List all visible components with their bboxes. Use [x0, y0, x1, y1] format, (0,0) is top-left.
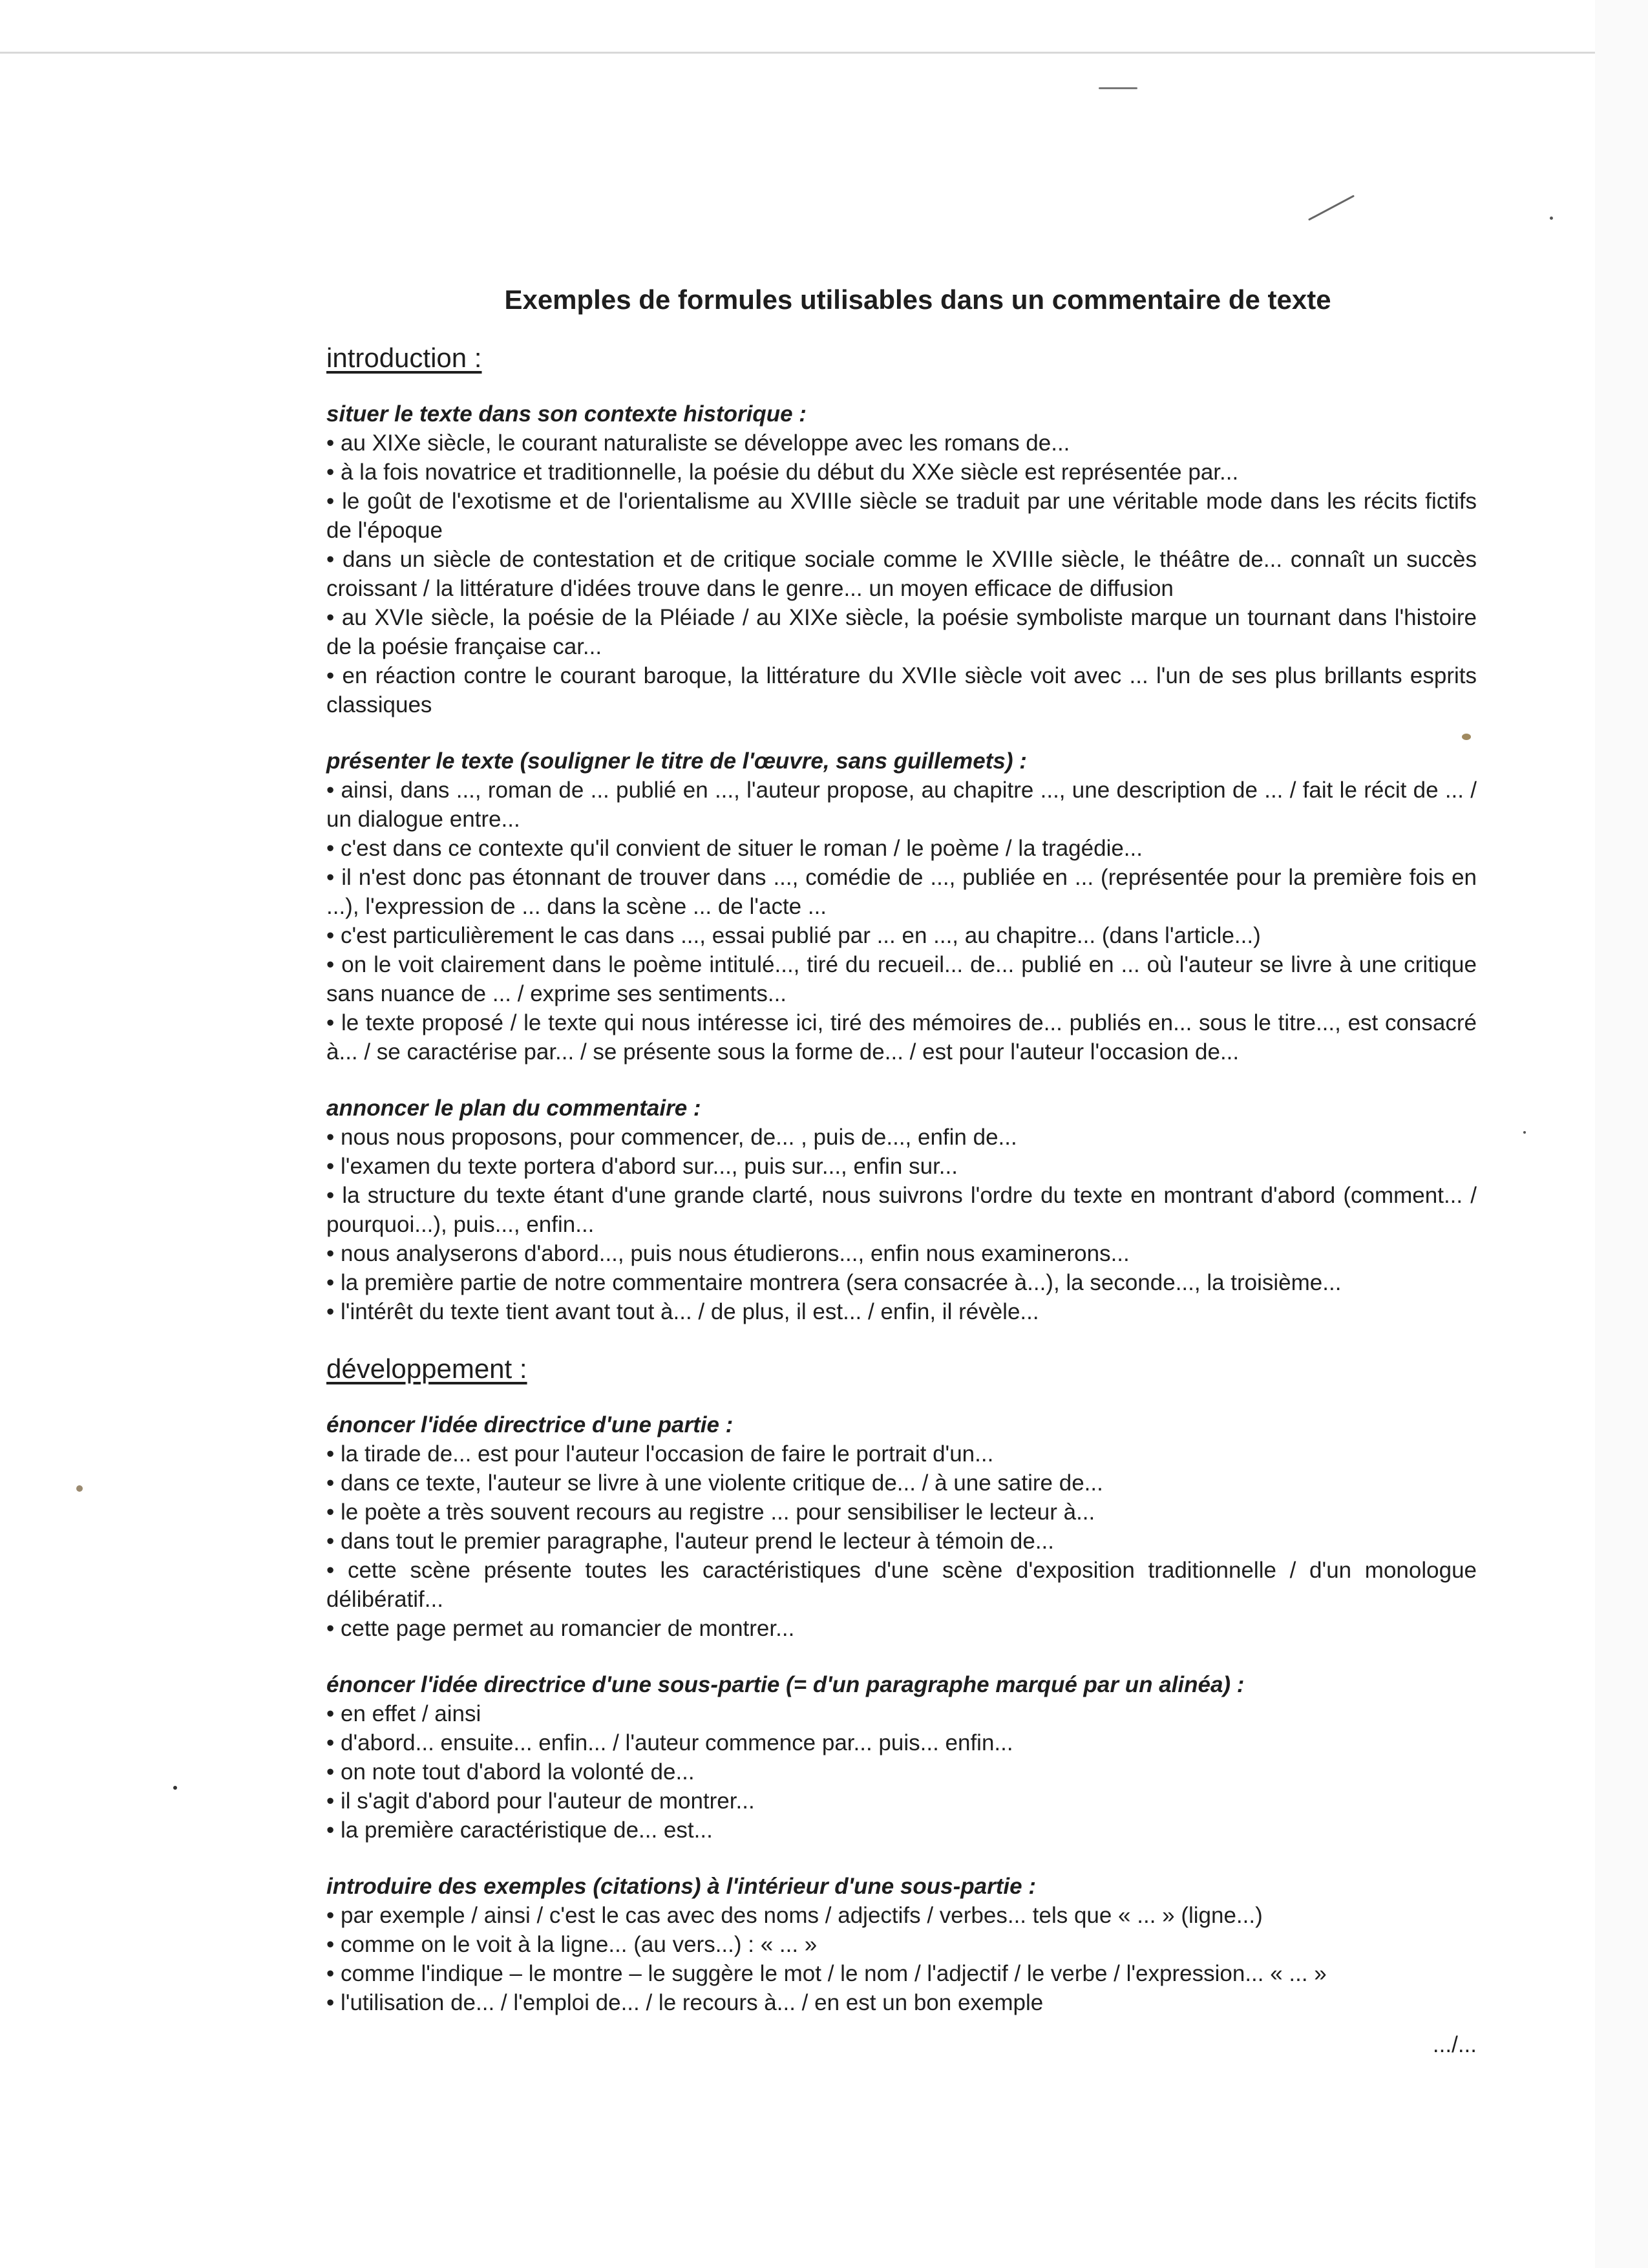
list-item: • nous analyserons d'abord..., puis nous étudierons..., enfin nous examinerons... [326, 1239, 1477, 1268]
list-item: • il s'agit d'abord pour l'auteur de montrer... [326, 1786, 1477, 1816]
subsection-heading: annoncer le plan du commentaire : [326, 1096, 701, 1121]
list-item: • c'est particulièrement le cas dans ..., essai publié par ... en ..., au chapitre... (dans l'article...) [326, 921, 1477, 950]
scan-speck [1099, 87, 1137, 89]
list-item: • la première caractéristique de... est... [326, 1816, 1477, 1845]
scan-speck [173, 1786, 177, 1790]
subsection-heading: énoncer l'idée directrice d'une partie : [326, 1412, 734, 1437]
subsection-heading: présenter le texte (souligner le titre de l'œuvre, sans guillemets) : [326, 748, 1027, 774]
list-item: • comme l'indique – le montre – le suggère le mot / le nom / l'adjectif / le verbe / l'expression... « ... » [326, 1959, 1477, 1988]
list-item: • le poète a très souvent recours au registre ... pour sensibiliser le lecteur à... [326, 1498, 1477, 1527]
subsection-present-text [326, 747, 1477, 1066]
subsection-heading: situer le texte dans son contexte historique : [326, 401, 807, 427]
list-item: • la tirade de... est pour l'auteur l'occasion de faire le portrait d'un... [326, 1439, 1477, 1468]
list-item: • comme on le voit à la ligne... (au vers...) : « ... » [326, 1930, 1477, 1959]
continuation-mark: .../... [1432, 2032, 1477, 2057]
list-item: • on le voit clairement dans le poème intitulé..., tiré du recueil... de... publié en ... où l'auteur se livre à une critique sans nuance de ... / exprime ses sentiments... [326, 950, 1477, 1008]
list-item: • cette scène présente toutes les caractéristiques d'une scène d'exposition traditionnelle / d'un monologue délibératif... [326, 1556, 1477, 1614]
list-item: • cette page permet au romancier de montrer... [326, 1614, 1477, 1643]
scan-speck [1462, 734, 1471, 740]
list-item: • en réaction contre le courant baroque, la littérature du XVIIe siècle voit avec ... l'un de ses plus brillants esprits classiques [326, 661, 1477, 719]
scan-speck [1308, 195, 1355, 220]
subsection-heading: introduire des exemples (citations) à l'intérieur d'une sous-partie : [326, 1874, 1036, 1899]
list-item: • c'est dans ce contexte qu'il convient de situer le roman / le poème / la tragédie... [326, 834, 1477, 863]
section-heading: introduction : [326, 343, 482, 373]
list-item: • la première partie de notre commentaire montrera (sera consacrée à...), la seconde..., la troisième... [326, 1268, 1477, 1297]
list-item: • dans ce texte, l'auteur se livre à une violente critique de... / à une satire de... [326, 1468, 1477, 1498]
list-item: • nous nous proposons, pour commencer, de... , puis de..., enfin de... [326, 1123, 1477, 1152]
list-item: • par exemple / ainsi / c'est le cas avec des noms / adjectifs / verbes... tels que « ... » (ligne...) [326, 1901, 1477, 1930]
list-item: • en effet / ainsi [326, 1699, 1477, 1728]
list-item: • d'abord... ensuite... enfin... / l'auteur commence par... puis... enfin... [326, 1728, 1477, 1757]
subsection-examples [326, 1872, 1477, 2017]
section-development [326, 1353, 1477, 2017]
subsection-plan [326, 1094, 1477, 1326]
scan-edge [0, 52, 1596, 54]
document-page [326, 284, 1477, 2059]
list-item: • à la fois novatrice et traditionnelle, la poésie du début du XXe siècle est représentée par... [326, 458, 1477, 487]
list-item: • l'utilisation de... / l'emploi de... / le recours à... / en est un bon exemple [326, 1988, 1477, 2017]
list-item: • le texte proposé / le texte qui nous intéresse ici, tiré des mémoires de... publiés en... sous le titre..., est consacré à... / se caractérise par... / se présente sous la forme de... / est pour l'auteur l'occasion de... [326, 1008, 1477, 1066]
scan-speck [1523, 1131, 1526, 1134]
list-item: • la structure du texte étant d'une grande clarté, nous suivrons l'ordre du texte en montrant d'abord (comment... / pourquoi...), puis..., enfin... [326, 1181, 1477, 1239]
list-item: • l'examen du texte portera d'abord sur..., puis sur..., enfin sur... [326, 1152, 1477, 1181]
list-item: • ainsi, dans ..., roman de ... publié en ..., l'auteur propose, au chapitre ..., une description de ... / fait le récit de ... / un dialogue entre... [326, 776, 1477, 834]
subsection-heading: énoncer l'idée directrice d'une sous-partie (= d'un paragraphe marqué par un alinéa) : [326, 1672, 1245, 1697]
scan-speck [76, 1485, 83, 1492]
list-item: • dans tout le premier paragraphe, l'auteur prend le lecteur à témoin de... [326, 1527, 1477, 1556]
list-item: • l'intérêt du texte tient avant tout à... / de plus, il est... / enfin, il révèle... [326, 1297, 1477, 1326]
list-item: • au XVIe siècle, la poésie de la Pléiade / au XIXe siècle, la poésie symboliste marque un tournant dans l'histoire de la poésie française car... [326, 603, 1477, 661]
list-item: • dans un siècle de contestation et de critique sociale comme le XVIIIe siècle, le théâtre de... connaît un succès croissant / la littérature d'idées trouve dans le genre... un moyen efficace de diffusion [326, 545, 1477, 603]
list-item: • le goût de l'exotisme et de l'orientalisme au XVIIIe siècle se traduit par une véritable mode dans les récits fictifs de l'époque [326, 487, 1477, 545]
scan-margin [1595, 0, 1648, 2268]
list-item: • au XIXe siècle, le courant naturaliste se développe avec les romans de... [326, 429, 1477, 458]
scan-speck [1550, 217, 1553, 220]
document-title: Exemples de formules utilisables dans un commentaire de texte [504, 284, 1331, 315]
section-introduction [326, 343, 1477, 1326]
subsection-context [326, 399, 1477, 719]
list-item: • il n'est donc pas étonnant de trouver dans ..., comédie de ..., publiée en ... (représentée pour la première fois en ...), l'expression de ... dans la scène ... de l'acte ... [326, 863, 1477, 921]
section-heading: développement : [326, 1353, 527, 1384]
subsection-main-idea [326, 1410, 1477, 1643]
subsection-sub-idea [326, 1670, 1477, 1845]
list-item: • on note tout d'abord la volonté de... [326, 1757, 1477, 1786]
